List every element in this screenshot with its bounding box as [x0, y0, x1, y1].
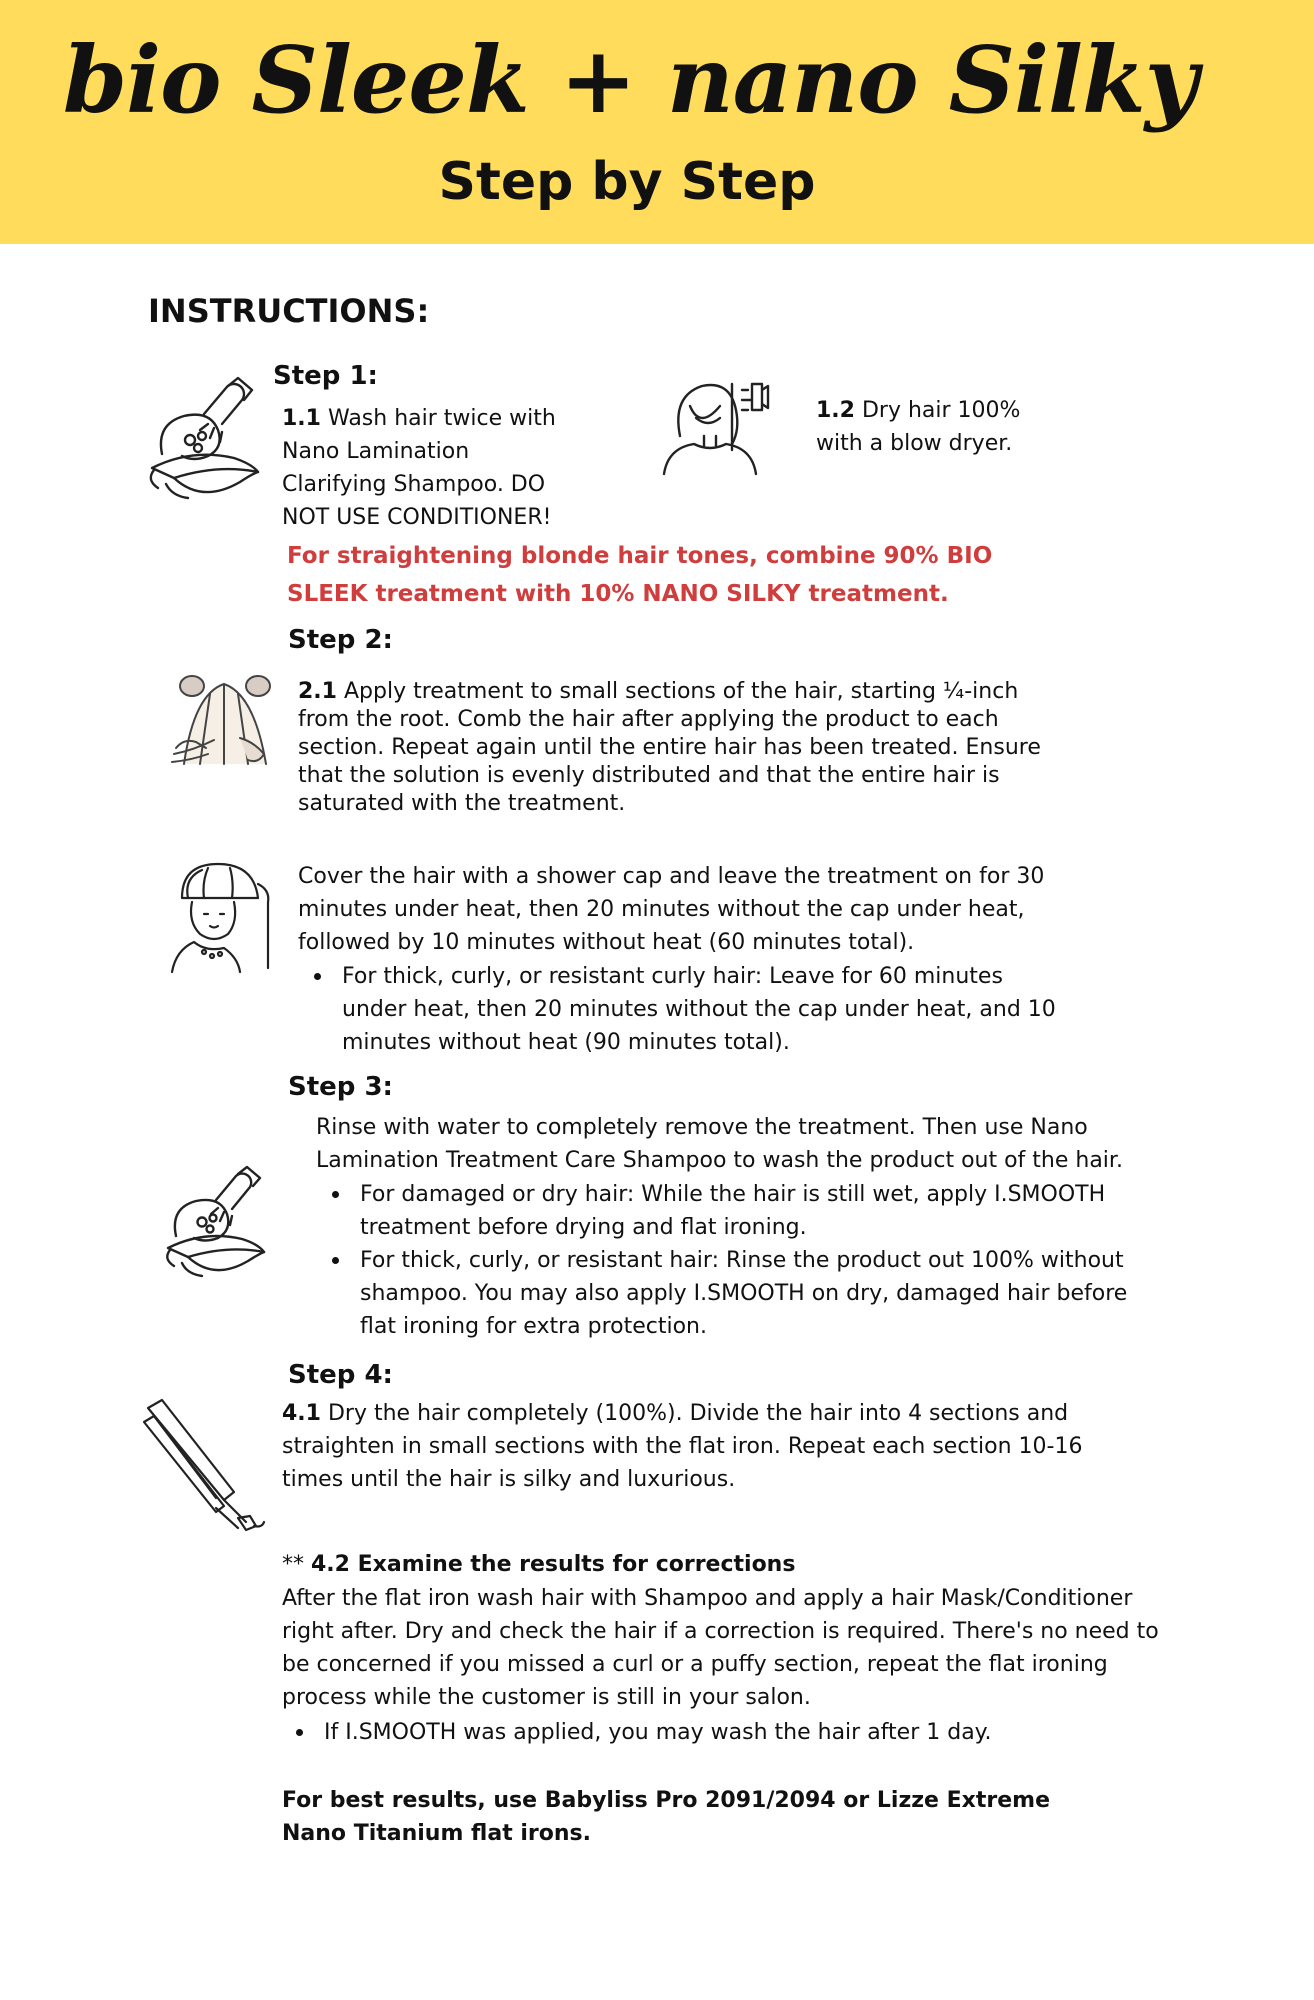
step4-2-bullet-1: If I.SMOOTH was applied, you may wash the hair after 1 day.	[282, 1716, 1142, 1749]
hair-washing-icon	[142, 374, 272, 502]
step2-bullet-1: For thick, curly, or resistant curly hair: Leave for 60 minutes under heat, then 20 minutes without the cap under heat, and 10 minutes without heat (90 minutes total).	[300, 960, 1060, 1059]
step3-bullet-1: For damaged or dry hair: While the hair is still wet, apply I.SMOOTH treatment before drying and flat ironing.	[318, 1178, 1148, 1244]
step2-1-body: Apply treatment to small sections of the hair, starting ¼-inch from the root. Comb the hair after applying the product to each section. Repeat again until the entire hair has been treated. Ensure that the solution is evenly distributed and that the entire hair is saturated with the treatment.	[298, 679, 1041, 816]
step1-1-number: 1.1	[282, 406, 321, 431]
hair-rinsing-icon	[160, 1162, 280, 1282]
step2-bullets	[300, 960, 1060, 1059]
blow-dryer-icon	[660, 376, 770, 476]
step1-2-number: 1.2	[816, 398, 855, 423]
step1-1-body: Wash hair twice with Nano Lamination Clarifying Shampoo. DO NOT USE CONDITIONER!	[282, 406, 556, 530]
hood-dryer-icon	[168, 860, 274, 974]
page-subtitle: Step by Step	[438, 152, 816, 212]
flat-iron-icon	[142, 1396, 272, 1532]
instructions-heading: INSTRUCTIONS:	[148, 292, 430, 330]
blonde-note: For straightening blonde hair tones, combine 90% BIO SLEEK treatment with 10% NANO SILKY treatment.	[287, 543, 993, 607]
step4-1-body: Dry the hair completely (100%). Divide the hair into 4 sections and straighten in small sections with the flat iron. Repeat each section 10-16 times until the hair is silky and luxurious.	[282, 1401, 1083, 1492]
step2-1-text	[298, 678, 1068, 818]
step2-heading: Step 2:	[288, 625, 393, 655]
header-banner	[0, 0, 1314, 244]
step1-heading: Step 1:	[273, 361, 378, 391]
step4-2-heading: 4.2 Examine the results for corrections	[311, 1552, 796, 1577]
step1-2-text	[816, 394, 1036, 460]
step1-2-body: Dry hair 100% with a blow dryer.	[816, 398, 1021, 456]
step4-1-number: 4.1	[282, 1401, 321, 1426]
step4-2-bullets	[282, 1716, 1142, 1749]
step4-1-text	[282, 1397, 1142, 1496]
step4-2-heading-line	[282, 1548, 1162, 1581]
step3-bullets	[318, 1178, 1148, 1343]
treatment-application-icon	[170, 664, 280, 780]
best-results-note: For best results, use Babyliss Pro 2091/2094 or Lizze Extreme Nano Titanium flat irons.	[282, 1788, 1050, 1846]
step3-text: Rinse with water to completely remove the treatment. Then use Nano Lamination Treatment Care Shampoo to wash the product out of the hair.	[316, 1115, 1123, 1173]
step4-2-text: After the flat iron wash hair with Shampoo and apply a hair Mask/Conditioner right after. Dry and check the hair if a correction is required. There's no need to be concerned if you missed a curl or a puffy section, repeat the flat ironing process while the customer is still in your salon.	[282, 1586, 1159, 1710]
step3-bullet-2: For thick, curly, or resistant hair: Rinse the product out 100% without shampoo. You may also apply I.SMOOTH on dry, damaged hair before flat ironing for extra protection.	[318, 1244, 1148, 1343]
step2-cover-text: Cover the hair with a shower cap and leave the treatment on for 30 minutes under heat, then 20 minutes without the cap under heat, followed by 10 minutes without heat (60 minutes total).	[298, 864, 1045, 955]
step3-heading: Step 3:	[288, 1072, 393, 1102]
step1-1-text	[282, 402, 572, 534]
step4-heading: Step 4:	[288, 1360, 393, 1390]
step4-2-prefix: **	[282, 1552, 311, 1577]
step2-1-number: 2.1	[298, 679, 337, 704]
page-title: bio Sleek + nano Silky	[62, 26, 1198, 134]
